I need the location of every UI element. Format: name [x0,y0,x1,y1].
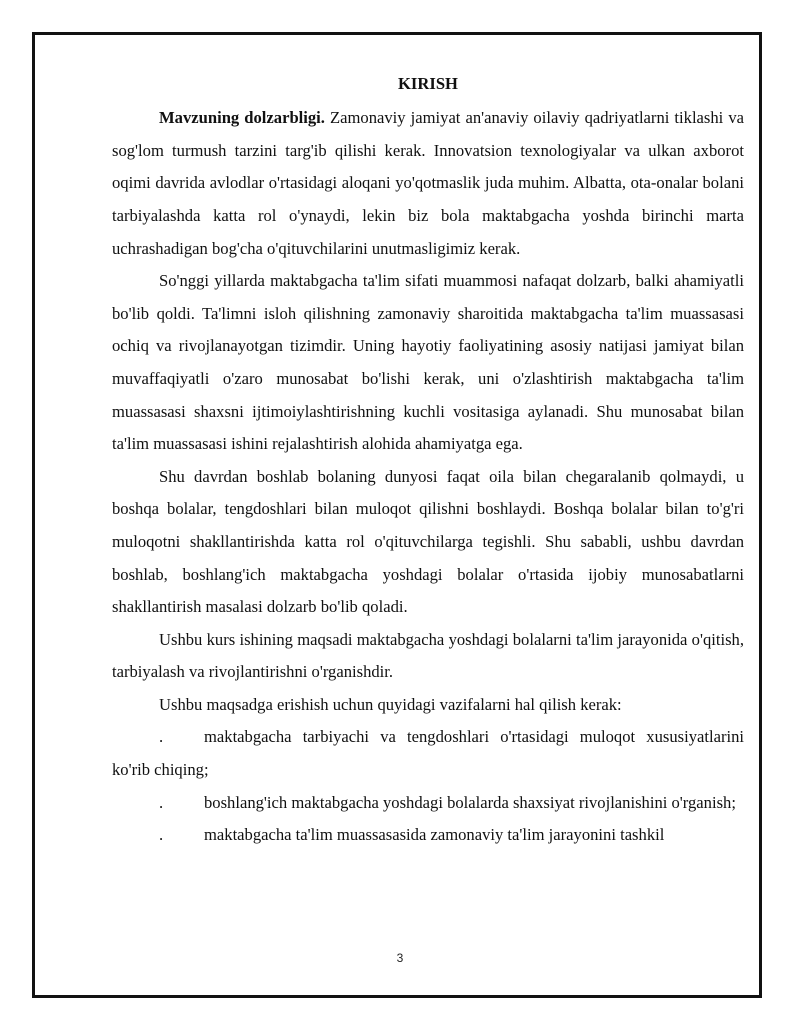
task-text: boshlang'ich maktabgacha yoshdagi bolalarda shaxsiyat rivojlanishini o'rganish; [204,792,736,812]
paragraph-child-communication: Shu davrdan boshlab bolaning dunyosi faqat oila bilan chegaralanib qolmaydi, u boshqa bolalar, tengdoshlari bilan muloqot qilishni boshlaydi. Boshqa bolalar bilan to'g'ri muloqotni shakllantirishda katta rol o'qituvchilarga tegishli. Shu sababli, ushbu davrdan boshlab, boshlang'ich maktabgacha yoshdagi bolalar o'rtasida ijobiy munosabatlarni shakllantirish masalasi dolzarb bo'lib qoladi. [112,466,744,617]
paragraph-relevance [112,102,744,265]
task-item [112,819,744,852]
document-title: KIRISH [398,74,458,93]
task-text: maktabgacha ta'lim muassasasida zamonaviy ta'lim jarayonini tashkil [204,825,665,845]
task-item [112,721,744,786]
relevance-text: Zamonaviy jamiyat an'anaviy oilaviy qadriyatlarni tiklashi va sog'lom turmush tarzini targ'ib qilishi kerak. Innovatsion texnologiyalar va ulkan axborot oqimi davrida avlodlar o'rtasidagi aloqani yo'qotmaslik juda muhim. Albatta, ota-onalar bolani tarbiyalashda katta rol o'ynaydi, lekin biz bola maktabgacha yoshda birinchi marta uchrashadigan bog'cha o'qituvchilarini unutmasligimiz kerak. [112,108,745,258]
list-marker: . [159,727,164,747]
document-body [112,68,744,852]
task-text: maktabgacha tarbiyachi va tengdoshlari o'rtasidagi muloqot xususiyatlarini ko'rib chiqing; [112,727,744,780]
list-marker: . [159,825,164,845]
relevance-heading: Mavzuning dolzarbligi. [159,108,325,128]
paragraph-tasks-intro: Ushbu maqsadga erishish uchun quyidagi vazifalarni hal qilish kerak: [159,694,622,714]
list-marker: . [159,792,164,812]
paragraph-course-goal: Ushbu kurs ishining maqsadi maktabgacha yoshdagi bolalarni ta'lim jarayonida o'qitish, tarbiyalash va rivojlantirishni o'rganishdir. [112,629,744,682]
task-item [112,787,744,820]
page-number: 3 [396,951,404,965]
paragraph-preschool-quality: So'nggi yillarda maktabgacha ta'lim sifati muammosi nafaqat dolzarb, balki ahamiyatli bo'lib qoldi. Ta'limni isloh qilishning zamonaviy sharoitida maktabgacha ta'lim muassasasi ochiq va rivojlanayotgan tizimdir. Uning hayotiy faoliyatining asosiy natijasi jamiyat bilan muvaffaqiyatli o'zaro munosabat bo'lishi kerak, uni o'zlashtirish maktabgacha ta'lim muassasasi shaxsni ijtimoiylashtirishning kuchli vositasiga aylanadi. Shu munosabat bilan ta'lim muassasasi ishini rejalashtirish alohida ahamiyatga ega. [112,271,744,454]
